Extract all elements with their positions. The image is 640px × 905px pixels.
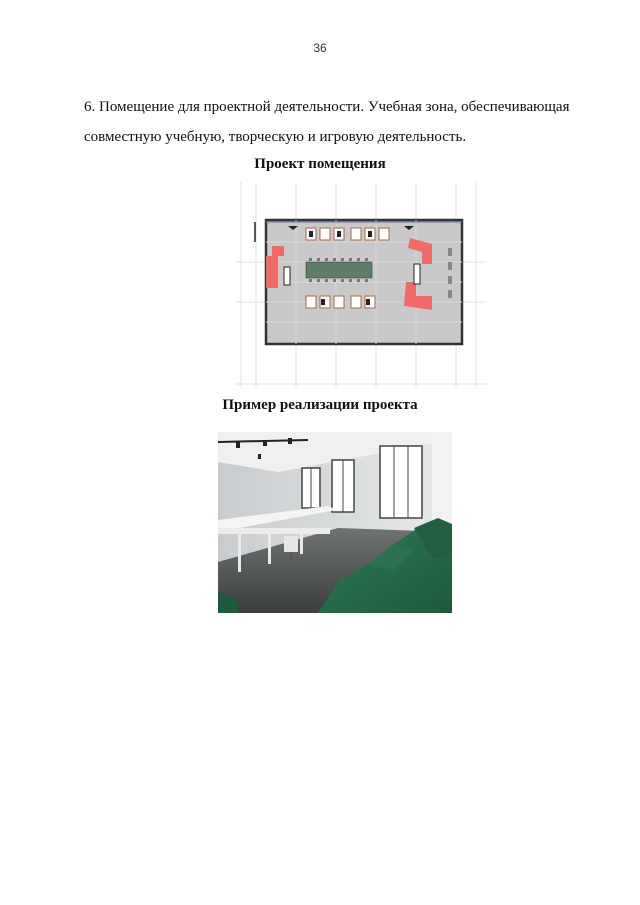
page-number: 36 (313, 41, 327, 55)
room-photo-image (218, 432, 452, 613)
floor-plan-image (236, 182, 486, 388)
plan-caption: Проект помещения (254, 156, 386, 172)
example-caption: Пример реализации проекта (222, 397, 418, 413)
body-paragraph: 6. Помещение для проектной деятельности. Учебная зона, обеспечивающая совместную учебную, творческую и игровую деятельность. (84, 99, 570, 145)
